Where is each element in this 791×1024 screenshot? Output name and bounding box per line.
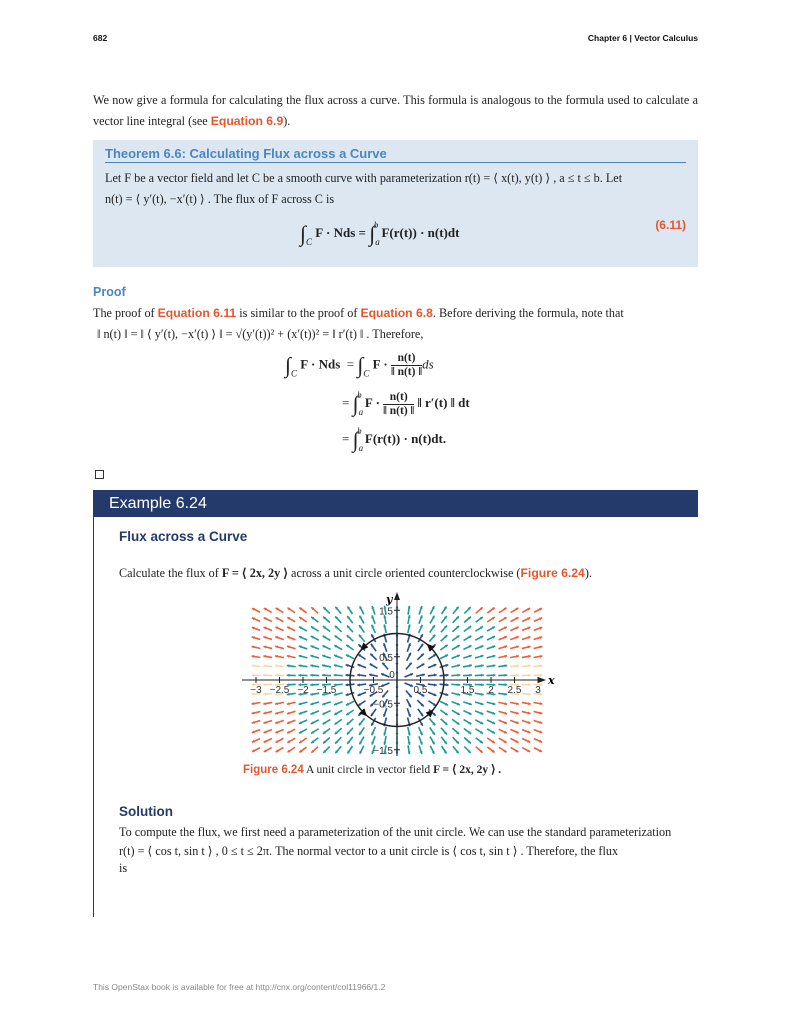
integral-sign: ∫ — [357, 352, 364, 378]
integral-sign: ∫ — [285, 352, 292, 378]
field-arrowhead — [263, 683, 266, 686]
x-tick-label: −1.5 — [316, 685, 337, 696]
denominator: ‖ n(t) ‖ — [390, 366, 423, 378]
text: ). — [584, 566, 592, 580]
example-subtitle: Flux across a Curve — [119, 529, 248, 544]
upper-limit: b — [357, 426, 362, 436]
numerator: n(t) — [391, 352, 422, 366]
example-border — [93, 517, 94, 917]
text: across a unit circle oriented counterclockwise ( — [288, 566, 521, 580]
derivation-line-1 — [285, 352, 434, 379]
field-arrowhead — [322, 674, 325, 677]
field-arrowhead — [275, 664, 278, 667]
example-header — [93, 490, 698, 517]
field-arrowhead — [540, 674, 543, 677]
example-statement — [119, 563, 592, 584]
equation-number: (6.11) — [655, 218, 686, 232]
field-arrowhead — [493, 674, 496, 677]
intro-end: ). — [283, 114, 291, 128]
field-arrowhead — [275, 674, 278, 677]
equation-link[interactable]: Equation 6.9 — [210, 114, 284, 128]
solution-line-2: r(t) = ⟨ cos t, sin t ⟩ , 0 ≤ t ≤ 2π. The normal vector to a unit circle is ⟨ cos t, sin t ⟩ . Therefore, the flux — [119, 844, 619, 858]
theorem-line-1: Let F be a vector field and let C be a smooth curve with parameterization r(t) = ⟨ x(t), y(t) ⟩ , a ≤ t ≤ b. Let — [105, 171, 623, 185]
x-tick-label: −2.5 — [269, 685, 290, 696]
field-arrowhead — [516, 674, 519, 677]
end-of-proof-box — [95, 470, 104, 479]
text: Calculate the flux of — [119, 566, 222, 580]
x-tick-label: 2.5 — [507, 685, 522, 696]
field-arrowhead — [263, 664, 266, 667]
example-title: Example 6.24 — [109, 495, 207, 512]
fraction — [391, 352, 422, 379]
x-axis-arrow — [538, 677, 546, 683]
lower-limit: a — [358, 443, 364, 453]
field-arrowhead — [469, 674, 472, 677]
field-arrowhead — [481, 683, 484, 686]
numerator: n(t) — [383, 391, 414, 405]
field-arrowhead — [252, 664, 255, 667]
equals: = — [346, 356, 355, 372]
intro-text: We now give a formula for calculating the flux across a curve. This formula is analogous to the formula used to calculate a vector line integral (see — [93, 93, 698, 128]
field-arrowhead — [299, 674, 302, 677]
y-tick-label: 0.5 — [379, 652, 393, 664]
field-arrowhead — [516, 664, 519, 667]
equation-lhs: F · Nds = — [315, 225, 370, 240]
equation-rhs: F(r(t)) · n(t)dt — [381, 225, 460, 240]
field-arrowhead — [310, 674, 313, 677]
x-tick-label: −0.5 — [363, 685, 384, 696]
solution-line-3: is — [119, 861, 128, 875]
f-dot: F · — [364, 395, 380, 410]
proof-line-1 — [93, 303, 698, 324]
field-arrowhead — [287, 674, 290, 677]
field-arrowhead — [346, 683, 349, 686]
field-arrowhead — [528, 683, 531, 686]
text: is similar to the proof of — [236, 306, 361, 320]
lower-limit: a — [375, 237, 380, 247]
theorem-line-2: n(t) = ⟨ y′(t), −x′(t) ⟩ . The flux of F across C is — [105, 192, 335, 206]
field-arrowhead — [263, 693, 266, 696]
field-math: F = ⟨ 2x, 2y ⟩ — [221, 566, 288, 580]
proof-line-2: ‖ n(t) ‖ = ‖ ⟨ y′(t), −x′(t) ⟩ ‖ = √(y′(t))² + (x′(t))² = ‖ r′(t) ‖ . Therefore, — [97, 327, 424, 341]
field-arrowhead — [528, 693, 531, 696]
integral-sign: ∫ — [300, 221, 307, 247]
norm-rprime-dt: ‖ r′(t) ‖ dt — [417, 395, 470, 410]
y-tick-label: −1.5 — [373, 745, 393, 757]
caption-math: F = ⟨ 2x, 2y ⟩ . — [433, 764, 502, 776]
field-arrowhead — [263, 674, 266, 677]
equation-link[interactable]: Equation 6.11 — [157, 306, 237, 320]
chapter-title: Chapter 6 | Vector Calculus — [587, 33, 698, 43]
subscript: C — [306, 237, 313, 247]
upper-limit: b — [357, 390, 362, 400]
x-tick-label: −2 — [297, 685, 309, 696]
x-tick-label: 2 — [488, 685, 494, 696]
integral-sign: ∫ — [352, 391, 359, 417]
y-tick-label: 1.5 — [379, 606, 393, 618]
figure-caption — [243, 760, 501, 781]
lower-limit: a — [358, 407, 364, 417]
field-arrowhead — [458, 674, 461, 677]
theorem-equation — [300, 220, 459, 247]
equals: = — [342, 431, 350, 446]
y-tick-label: −0.5 — [373, 699, 393, 711]
field-arrowhead — [481, 674, 484, 677]
y-axis-arrow — [394, 592, 400, 600]
final-expression: F(r(t)) · n(t)dt. — [364, 431, 447, 446]
proof-heading: Proof — [93, 285, 126, 299]
text: . Before deriving the formula, note that — [432, 306, 624, 320]
lhs: F · Nds — [300, 356, 341, 372]
x-axis-label: x — [548, 674, 555, 687]
f-dot: F · — [372, 356, 388, 372]
field-arrowhead — [310, 683, 313, 686]
caption-text: A unit circle in vector field — [303, 764, 434, 776]
subscript: C — [363, 368, 370, 379]
field-arrowhead — [540, 664, 543, 667]
subscript: C — [291, 368, 298, 379]
page-number: 682 — [93, 33, 108, 43]
solution-heading: Solution — [119, 804, 173, 819]
derivation-line-3 — [342, 426, 446, 453]
x-tick-label: 3 — [535, 685, 541, 696]
field-arrowhead — [446, 683, 449, 686]
x-tick-label: 1.5 — [460, 685, 475, 696]
upper-limit: b — [373, 220, 379, 230]
intro-paragraph — [93, 90, 698, 132]
footer: This OpenStax book is available for free at http://cnx.org/content/col11966/1.2 — [93, 982, 386, 992]
integral-sign: ∫ — [352, 427, 359, 453]
field-arrowhead — [446, 674, 449, 677]
derivation-line-2 — [342, 390, 470, 418]
caption-label: Figure 6.24 — [243, 764, 304, 776]
field-arrowhead — [252, 674, 255, 677]
x-tick-label: 0.5 — [413, 685, 428, 696]
fraction — [383, 391, 414, 418]
theorem-box — [93, 140, 698, 267]
field-arrowhead — [334, 674, 337, 677]
x-tick-label: 0 — [389, 670, 395, 681]
integral-sign: ∫ — [369, 221, 376, 247]
theorem-title: Theorem 6.6: Calculating Flux across a Curve — [105, 146, 686, 163]
field-arrowhead — [505, 674, 508, 677]
x-tick-label: −3 — [250, 685, 262, 696]
solution-line-1: To compute the flux, we first need a parameterization of the unit circle. We can use the standard parameterization — [119, 825, 672, 839]
ds: ds — [422, 356, 434, 372]
field-arrowhead — [528, 674, 531, 677]
denominator: ‖ n(t) ‖ — [383, 404, 415, 417]
field-arrowhead — [528, 664, 531, 667]
field-arrowhead — [346, 674, 349, 677]
equals: = — [342, 395, 350, 410]
y-axis-label: y — [386, 593, 393, 606]
vector-field-plot — [240, 592, 560, 758]
equation-link[interactable]: Equation 6.8 — [360, 306, 433, 320]
figure-link[interactable]: Figure 6.24 — [520, 566, 585, 580]
text: The proof of — [93, 306, 158, 320]
